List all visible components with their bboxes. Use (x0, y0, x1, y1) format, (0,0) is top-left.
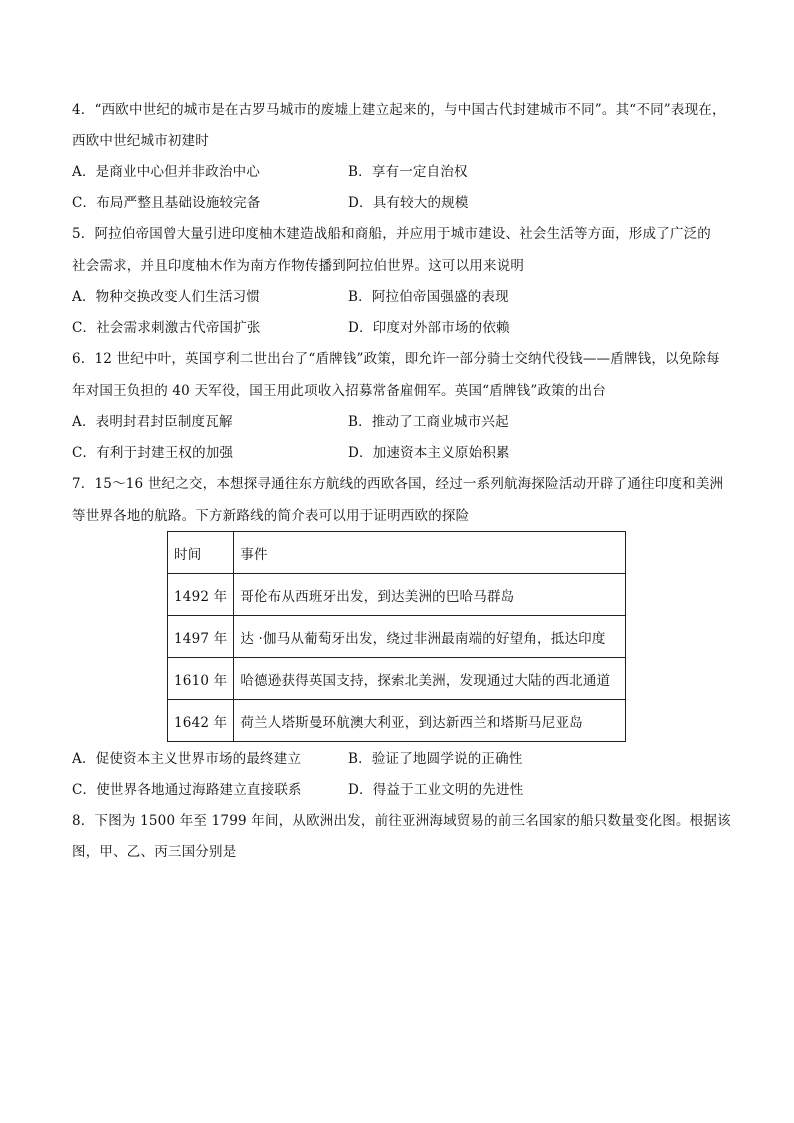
table-row (168, 658, 626, 700)
q7-option-c: C．使世界各地通过海路建立直接联系 (72, 782, 302, 798)
q4-option-b: B．享有一定自治权 (348, 164, 468, 180)
q7-option-a: A．促使资本主义世界市场的最终建立 (72, 751, 302, 767)
table-header-event: 事件 (234, 532, 626, 574)
q5-option-d: D．印度对外部市场的依赖 (348, 320, 510, 336)
q8-stem-line1: 8．下图为 1500 年至 1799 年间，从欧洲出发，前往亚洲海域贸易的前三名国家的船只数量变化图。根据该 (72, 813, 731, 829)
table-header-time: 时间 (168, 532, 234, 574)
q6-option-d: D．加速资本主义原始积累 (348, 445, 510, 461)
q6-stem-line2: 年对国王负担的 40 天军役，国王用此项收入招募常备雇佣军。英国“盾牌钱”政策的出台 (72, 383, 606, 399)
table-cell-event: 哈德逊获得英国支持，探索北美洲，发现通过大陆的西北通道 (234, 658, 626, 700)
q6-option-b: B．推动了工商业城市兴起 (348, 414, 509, 430)
table-cell-year: 1610 年 (168, 658, 234, 700)
q4-option-d: D．具有较大的规模 (348, 195, 469, 211)
q6-option-c: C．有利于封建王权的加强 (72, 445, 234, 461)
q4-stem-line1: 4．“西欧中世纪的城市是在古罗马城市的废墟上建立起来的，与中国古代封建城市不同”。其“不同”表现在， (72, 102, 726, 118)
q6-stem-line1: 6．12 世纪中叶，英国亨利二世出台了“盾牌钱”政策，即允许一部分骑士交纳代役钱——盾牌钱，以免除每 (72, 351, 720, 367)
table-cell-event: 荷兰人塔斯曼环航澳大利亚，到达新西兰和塔斯马尼亚岛 (234, 700, 626, 742)
q5-option-a: A．物种交换改变人们生活习惯 (72, 289, 261, 305)
q8-stem-line2: 图，甲、乙、丙三国分别是 (72, 844, 237, 860)
table-row (168, 616, 626, 658)
q5-stem-line1: 5．阿拉伯帝国曾大量引进印度柚木建造战船和商船，并应用于城市建设、社会生活等方面，形成了广泛的 (72, 226, 711, 242)
q7-stem-line1: 7．15～16 世纪之交，本想探寻通往东方航线的西欧各国，经过一系列航海探险活动开辟了通往印度和美洲 (72, 476, 724, 492)
table-header-row (168, 532, 626, 574)
q4-stem-line2: 西欧中世纪城市初建时 (72, 133, 209, 149)
q5-stem-line2: 社会需求，并且印度柚木作为南方作物传播到阿拉伯世界。这可以用来说明 (72, 258, 525, 274)
q7-stem-line2: 等世界各地的航路。下方新路线的简介表可以用于证明西欧的探险 (72, 508, 470, 524)
table-cell-event: 哥伦布从西班牙出发，到达美洲的巴哈马群岛 (234, 574, 626, 616)
q4-option-c: C．布局严整且基础设施较完备 (72, 195, 261, 211)
table-row (168, 700, 626, 742)
table-cell-event: 达 ·伽马从葡萄牙出发，绕过非洲最南端的好望角，抵达印度 (234, 616, 626, 658)
table-cell-year: 1642 年 (168, 700, 234, 742)
table-cell-year: 1497 年 (168, 616, 234, 658)
q7-option-b: B．验证了地圆学说的正确性 (348, 751, 523, 767)
q5-option-c: C．社会需求刺激古代帝国扩张 (72, 320, 261, 336)
q4-option-a: A．是商业中心但并非政治中心 (72, 164, 261, 180)
table-cell-year: 1492 年 (168, 574, 234, 616)
table-row (168, 574, 626, 616)
q7-exploration-table (167, 531, 626, 742)
q6-option-a: A．表明封君封臣制度瓦解 (72, 414, 233, 430)
q5-option-b: B．阿拉伯帝国强盛的表现 (348, 289, 509, 305)
q7-option-d: D．得益于工业文明的先进性 (348, 782, 524, 798)
